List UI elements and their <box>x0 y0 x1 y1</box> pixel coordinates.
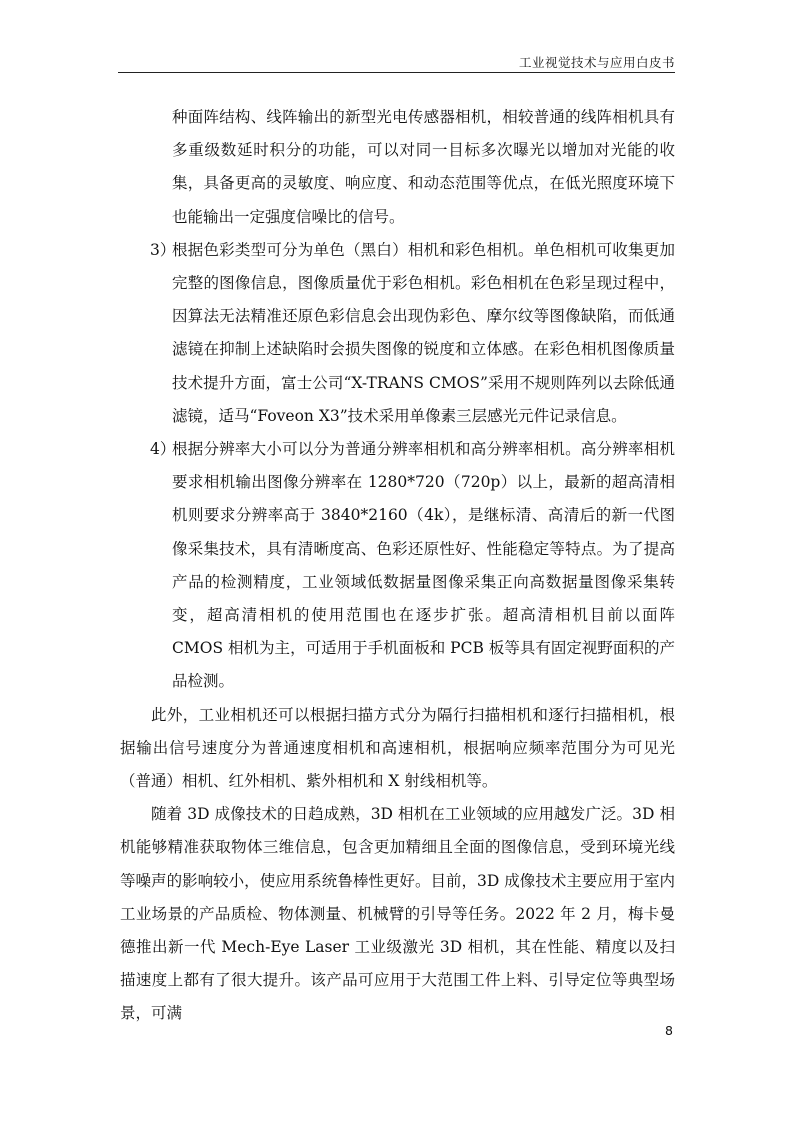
list-item-text: 根据分辨率大小可以分为普通分辨率相机和高分辨率相机。高分辨率相机要求相机输出图像分辨率在 1280*720（720p）以上，最新的超高清相机则要求分辨率高于 3840*2160（4k），是继标清、高清后的新一代图像采集技术，具有清晰度高、色彩还原性好、性能稳定等特点。为了提高产品的检测精度，工业领域低数据量图像采集正向高数据量图像采集转变，超高清相机的使用范围也在逐步扩张。超高清相机目前以面阵 CMOS 相机为主，可适用于手机面板和 PCB 板等具有固定视野面积的产品检测。 <box>172 440 675 691</box>
list-item-3 <box>120 234 675 433</box>
page-number: 8 <box>665 1023 673 1038</box>
paragraph-scan-types: 此外，工业相机还可以根据扫描方式分为隔行扫描相机和逐行扫描相机，根据输出信号速度分为普通速度相机和高速相机，根据响应频率范围分为可见光（普通）相机、红外相机、紫外相机和 X 射线相机等。 <box>120 705 675 791</box>
list-item-number: 4） <box>150 440 176 459</box>
header-title: 工业视觉技术与应用白皮书 <box>518 55 675 70</box>
list-item-4 <box>120 433 675 699</box>
header-divider <box>118 72 675 73</box>
paragraph-3d-camera: 随着 3D 成像技术的日趋成熟，3D 相机在工业领域的应用越发广泛。3D 相机能够精准获取物体三维信息，包含更加精细且全面的图像信息，受到环境光线等噪声的影响较小，使应用系统鲁棒性更好。目前，3D 成像技术主要应用于室内工业场景的产品质检、物体测量、机械臂的引导等任务。2022 年 2 月，梅卡曼德推出新一代 Mech-Eye Laser 工业级激光 3D 相机，其在性能、精度以及扫描速度上都有了很大提升。该产品可应用于大范围工件上料、引导定位等典型场景，可满 <box>120 805 675 1023</box>
list-item-number: 3） <box>150 240 176 259</box>
paragraph-continuation: 种面阵结构、线阵输出的新型光电传感器相机，相较普通的线阵相机具有多重级数延时积分的功能，可以对同一目标多次曝光以增加对光能的收集，具备更高的灵敏度、响应度、和动态范围等优点，在低光照度环境下也能输出一定强度信噪比的信号。 <box>172 108 675 226</box>
list-item-text: 根据色彩类型可分为单色（黑白）相机和彩色相机。单色相机可收集更加完整的图像信息，图像质量优于彩色相机。彩色相机在色彩呈现过程中，因算法无法精准还原色彩信息会出现伪彩色、摩尔纹等图像缺陷，而低通滤镜在抑制上述缺陷时会损失图像的锐度和立体感。在彩色相机图像质量技术提升方面，富士公司“X-TRANS CMOS”采用不规则阵列以去除低通滤镜，适马“Foveon X3”技术采用单像素三层感光元件记录信息。 <box>172 240 675 425</box>
document-body <box>120 101 675 1031</box>
